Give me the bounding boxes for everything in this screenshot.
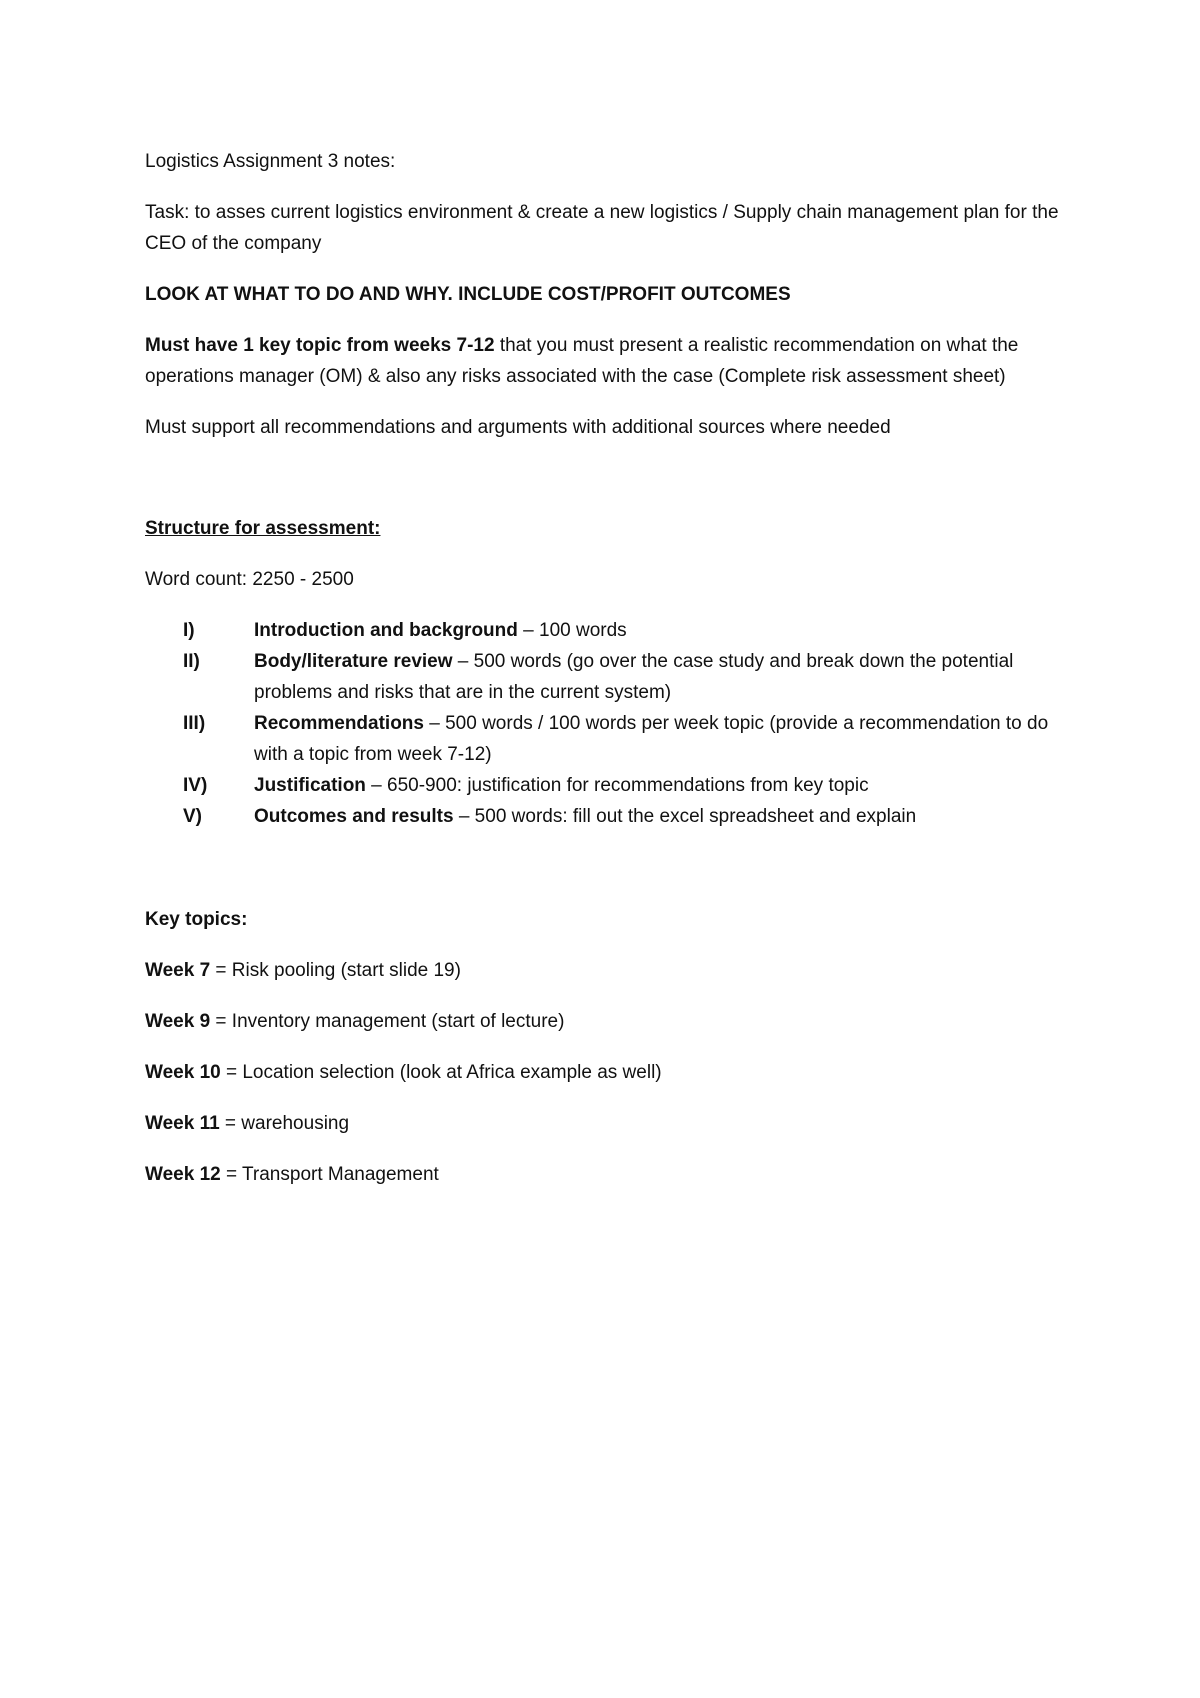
week-label: Week 10 (145, 1062, 221, 1083)
must-have-rest: that you must present a realistic recommendation on what the operations manager (OM) & also any risks associated with the case (Complete risk assessment sheet) (145, 335, 1019, 387)
must-have-bold: Must have 1 key topic from weeks 7-12 (145, 335, 495, 356)
section-text (254, 615, 1075, 646)
section-text (254, 708, 1075, 770)
section-title: Body/literature review (254, 651, 453, 672)
spacer (145, 832, 1075, 904)
section-numeral: III) (183, 713, 206, 734)
section-numeral: I) (183, 620, 195, 641)
spacer (145, 463, 1075, 513)
document-body (145, 146, 1075, 1210)
section-text (254, 770, 1075, 801)
week-label: Week 7 (145, 960, 211, 981)
section-title: Introduction and background (254, 620, 518, 641)
week-topic (145, 1057, 1075, 1088)
section-desc: – 100 words (517, 620, 627, 641)
section-item (145, 646, 1075, 708)
week-label: Week 12 (145, 1164, 221, 1185)
sections-list (145, 615, 1075, 832)
section-item (145, 708, 1075, 770)
week-label: Week 9 (145, 1011, 211, 1032)
section-numeral: II) (183, 651, 200, 672)
section-title: Outcomes and results (254, 806, 454, 827)
structure-heading: Structure for assessment: (145, 518, 381, 539)
must-have-paragraph (145, 330, 1075, 392)
section-desc: – 650-900: justification for recommendations from key topic (365, 775, 869, 796)
week-topic-text: = Risk pooling (start slide 19) (210, 960, 461, 981)
emphasis-paragraph: LOOK AT WHAT TO DO AND WHY. INCLUDE COST/PROFIT OUTCOMES (145, 284, 791, 305)
section-title: Justification (254, 775, 366, 796)
section-desc: – 500 words (go over the case study and break down the potential problems and risks that are in the current system) (254, 651, 1014, 703)
week-topic (145, 1108, 1075, 1139)
week-topic (145, 1159, 1075, 1190)
week-topic-text: = Location selection (look at Africa example as well) (220, 1062, 662, 1083)
section-item (145, 615, 1075, 646)
section-desc: – 500 words: fill out the excel spreadsheet and explain (453, 806, 917, 827)
week-topic-text: = warehousing (219, 1113, 350, 1134)
week-topic-text: = Inventory management (start of lecture) (210, 1011, 565, 1032)
week-label: Week 11 (145, 1113, 220, 1134)
section-text (254, 801, 1075, 832)
task-paragraph: Task: to asses current logistics environment & create a new logistics / Supply chain management plan for the CEO of the company (145, 202, 1059, 254)
section-item (145, 801, 1075, 832)
section-desc: – 500 words / 100 words per week topic (provide a recommendation to do with a topic from week 7-12) (254, 713, 1049, 765)
week-topic-text: = Transport Management (220, 1164, 439, 1185)
section-numeral: V) (183, 806, 202, 827)
week-topic (145, 1006, 1075, 1037)
document-title: Logistics Assignment 3 notes: (145, 151, 396, 172)
support-paragraph: Must support all recommendations and arguments with additional sources where needed (145, 417, 891, 438)
section-numeral: IV) (183, 775, 208, 796)
section-text (254, 646, 1075, 708)
key-topics-heading: Key topics: (145, 909, 248, 930)
section-item (145, 770, 1075, 801)
section-title: Recommendations (254, 713, 424, 734)
week-topic (145, 955, 1075, 986)
word-count: Word count: 2250 - 2500 (145, 569, 354, 590)
